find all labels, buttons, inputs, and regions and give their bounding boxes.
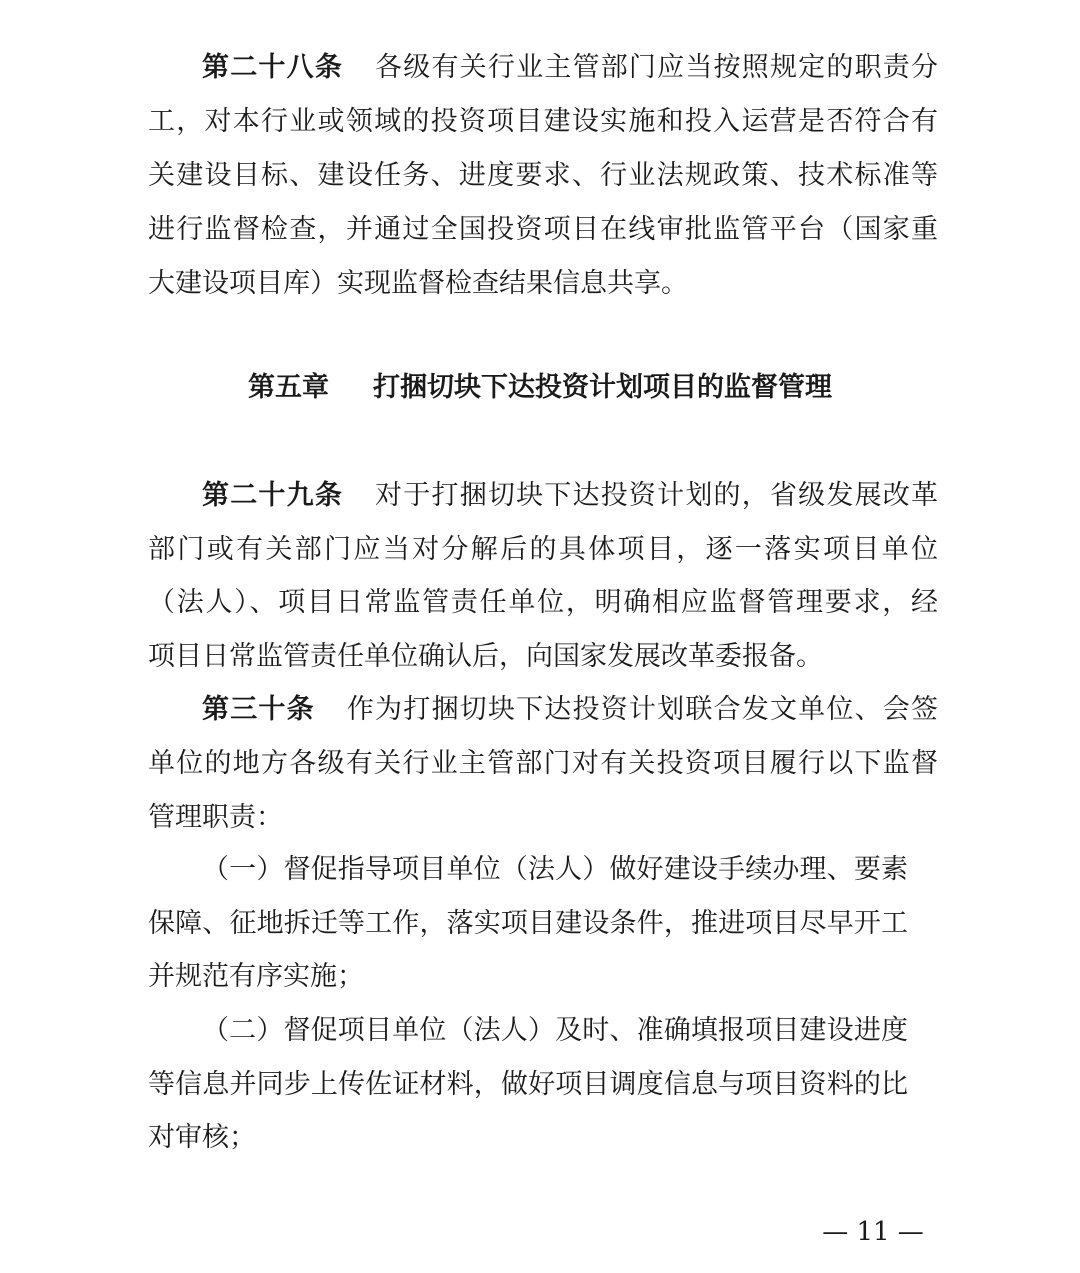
article-30-line-2: 单位的地方各级有关行业主管部门对有关投资项目履行以下监督	[148, 748, 938, 779]
article-30-line-1	[202, 690, 938, 730]
article-29-line-2: 部门或有关部门应当对分解后的具体项目，逐一落实项目单位	[148, 534, 938, 565]
article-29-text: 对于打捆切块下达投资计划的，省级发展改革	[375, 480, 939, 511]
item-1-line-3: 并规范有序实施；	[148, 961, 364, 992]
article-29-line-4: 项目日常监管责任单位确认后，向国家发展改革委报备。	[148, 641, 823, 672]
article-28-line-1	[202, 48, 938, 88]
page-number: — 11 —	[822, 1217, 924, 1247]
chapter-number: 第五章	[248, 372, 329, 403]
item-2-line-2: 等信息并同步上传佐证材料，做好项目调度信息与项目资料的比	[148, 1069, 908, 1100]
article-29-number: 第二十九条	[202, 480, 344, 511]
article-29-line-3: （法人）、项目日常监管责任单位，明确相应监督管理要求，经	[148, 587, 938, 618]
article-30-line-3: 管理职责：	[148, 802, 283, 833]
item-1-line-1: （一）督促指导项目单位（法人）做好建设手续办理、要素	[202, 854, 908, 885]
article-28-number: 第二十八条	[202, 52, 344, 83]
article-29-line-1	[202, 476, 938, 516]
article-28-line-4: 进行监督检查，并通过全国投资项目在线审批监管平台（国家重	[148, 214, 938, 245]
item-2-line-1: （二）督促项目单位（法人）及时、准确填报项目建设进度	[202, 1015, 908, 1046]
article-28-line-3: 关建设目标、建设任务、进度要求、行业法规政策、技术标准等	[148, 160, 938, 191]
article-30-number: 第三十条	[202, 694, 315, 725]
article-28-line-2: 工，对本行业或领域的投资项目建设实施和投入运营是否符合有	[148, 106, 938, 137]
chapter-title: 打捆切块下达投资计划项目的监督管理	[373, 372, 832, 403]
article-30-text: 作为打捆切块下达投资计划联合发文单位、会签	[346, 694, 939, 725]
article-28-text: 各级有关行业主管部门应当按照规定的职责分	[375, 52, 939, 83]
item-2-line-3: 对审核；	[148, 1122, 256, 1153]
article-28-line-5: 大建设项目库）实现监督检查结果信息共享。	[148, 268, 688, 299]
item-1-line-2: 保障、征地拆迁等工作，落实项目建设条件，推进项目尽早开工	[148, 908, 908, 939]
chapter-heading	[0, 368, 1080, 408]
